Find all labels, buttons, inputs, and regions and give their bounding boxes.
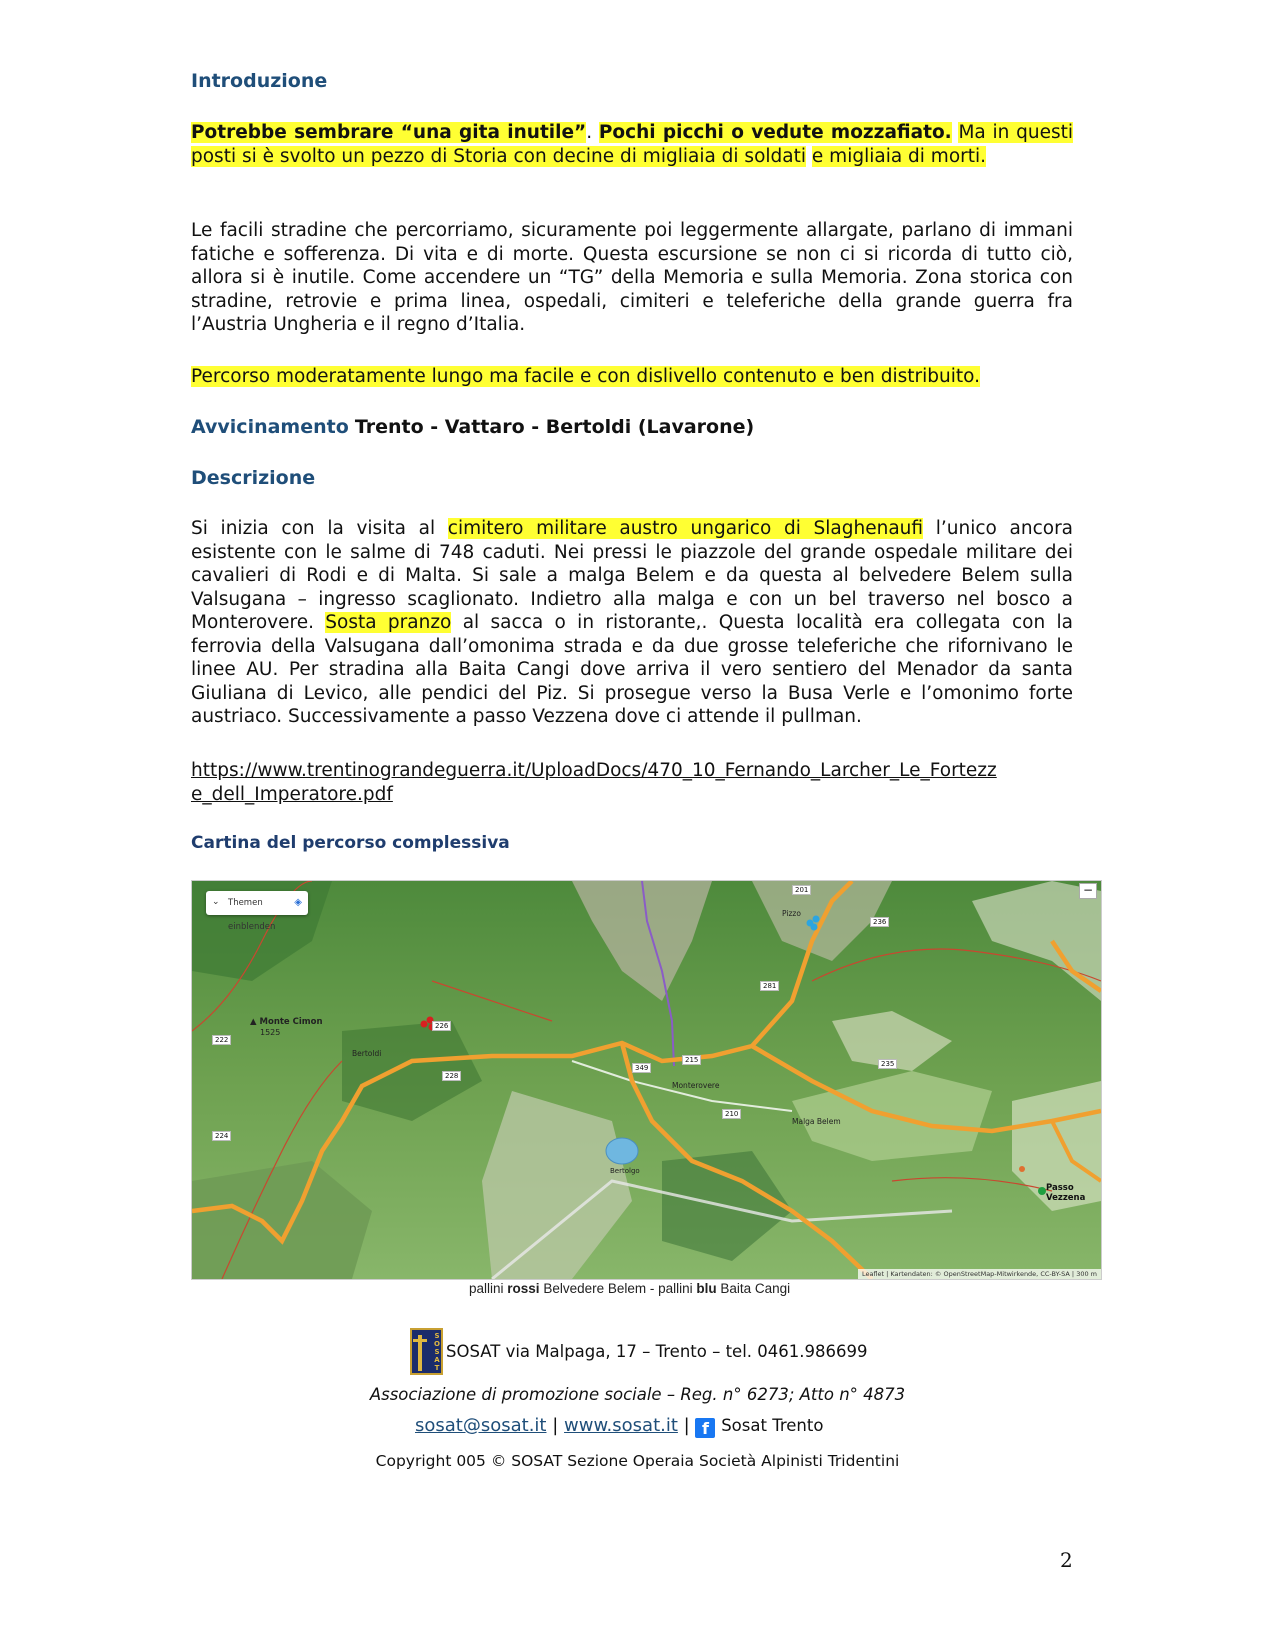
map-label-monte-cimon (250, 1017, 323, 1027)
desc-t5: al sacca o in ristorante,. Questa località era collegata con la ferrovia della Valsugana dall’omonima strada e da due grosse teleferiche che rifornivano le linee AU. Per stradina alla Baita Cangi dove arriva il vero sentiero del Menador da santa Giuliana di Levico, alle pendici del Piz. Si prosegue verso la Busa Verle e l’omonimo forte austriaco. Successivamente a passo Vezzena dove ci attende il pullman. (191, 612, 1073, 727)
caption-part: pallini (469, 1281, 508, 1296)
description-heading: Descrizione (191, 467, 316, 489)
map-label-monterovere: Monterovere (672, 1081, 720, 1090)
footer-address: SOSAT via Malpaga, 17 – Trento – tel. 0461.986699 (446, 1342, 868, 1361)
road-label: 201 (792, 885, 811, 895)
road-label: 222 (212, 1035, 231, 1045)
desc-t1: Si inizia con la visita al (191, 518, 436, 539)
map-label-monte-cimon-text: Monte Cimon (259, 1017, 323, 1027)
road-label: 210 (722, 1109, 741, 1119)
road-label: 224 (212, 1131, 231, 1141)
link-line-1[interactable]: https://www.trentinograndeguerra.it/UploadDocs/470_10_Fernando_Larcher_Le_Fortezz (191, 760, 997, 781)
chevron-down-icon: ⌄ (212, 897, 220, 907)
approach-value: Trento - Vattaro - Bertoldi (Lavarone) (354, 416, 755, 438)
footer-web-link[interactable]: www.sosat.it (564, 1415, 678, 1436)
road-label: 349 (632, 1063, 651, 1073)
map-label-monte-cimon-alt: 1525 (260, 1028, 281, 1037)
mountain-peak-icon: ▲ (250, 1017, 257, 1027)
caption-red-word: rossi (507, 1281, 540, 1296)
route-map-svg (192, 881, 1101, 1279)
intro-bold-1: Potrebbe sembrare “una gita inutile” (191, 122, 587, 143)
logo-text: SOSAT (433, 1332, 441, 1372)
footer-facebook-label[interactable]: Sosat Trento (721, 1416, 824, 1435)
map-themes-label: Themen einblenden (228, 898, 276, 932)
zoom-out-button[interactable]: − (1079, 883, 1097, 899)
route-map[interactable] (191, 880, 1102, 1280)
description-link[interactable] (191, 759, 997, 806)
approach-line (191, 416, 754, 438)
road-label: 226 (432, 1021, 451, 1031)
footer-sep: | (552, 1415, 559, 1436)
caption-part: Baita Cangi (716, 1281, 791, 1296)
intro-heading: Introduzione (191, 70, 328, 92)
intro-paragraph-1 (191, 121, 1073, 168)
layers-icon: ◈ (294, 897, 302, 908)
road-label: 215 (682, 1055, 701, 1065)
footer-sep: | (683, 1415, 690, 1436)
footer-association: Associazione di promozione sociale – Reg. n° 6273; Atto n° 4873 (369, 1385, 906, 1404)
map-label-bertoldi: Bertoldi (352, 1049, 382, 1058)
map-themes-widget[interactable] (206, 891, 308, 932)
logo-cross (413, 1339, 427, 1342)
intro-p3-text: Percorso moderatamente lungo ma facile e con dislivello contenuto e ben distribuito. (191, 366, 980, 387)
intro-paragraph-3 (191, 365, 1073, 389)
description-paragraph (191, 517, 1073, 729)
caption-part: Belvedere Belem - pallini (539, 1281, 697, 1296)
map-label-passo: Passo Vezzena (1046, 1183, 1086, 1203)
link-line-2[interactable]: e_dell_Imperatore.pdf (191, 783, 393, 805)
road-label: 235 (878, 1059, 897, 1069)
footer-email-link[interactable]: sosat@sosat.it (415, 1415, 547, 1436)
footer-copyright: Copyright 005 © SOSAT Sezione Operaia Società Alpinisti Tridentini (375, 1452, 900, 1470)
sosat-logo (410, 1328, 443, 1375)
map-attribution-text: Leaflet | Kartendaten: © OpenStreetMap-Mitwirkende, CC-BY-SA (861, 1270, 1070, 1278)
footer-contacts (415, 1415, 823, 1438)
page-number: 2 (1060, 1548, 1073, 1572)
desc-highlight-cemetery: cimitero militare austro ungarico di Slaghenaufi (447, 518, 924, 539)
map-heading: Cartina del percorso complessiva (191, 833, 510, 853)
intro-paragraph-2: Le facili stradine che percorriamo, sicuramente poi leggermente allargate, parlano di immani fatiche e sofferenza. Di vita e di morte. Questa escursione se non ci si ricorda di tutto ciò, allora si è inutile. Come accendere un “TG” della Memoria e sulla Memoria. Zona storica con stradine, retrovie e prima linea, ospedali, cimiteri e teleferiche della grande guerra fra l’Austria Ungheria e il regno d’Italia. (191, 220, 1073, 335)
map-caption (469, 1281, 790, 1296)
intro-bold-2: Pochi picchi o vedute mozzafiato. (598, 122, 952, 143)
road-label: 228 (442, 1071, 461, 1081)
road-label: 281 (760, 981, 779, 991)
intro-sep: . (586, 122, 593, 143)
caption-blue-word: blu (696, 1281, 717, 1296)
desc-t3: l’unico ancora esistente con le salme di 748 caduti. Nei pressi le piazzole del grande ospedale militare dei cavalieri di Rodi e di Malta. Si sale a malga Belem e da questa al belvedere Belem sulla Valsugana – ingresso scaglionato. Indietro alla malga e con un bel traverso nel bosco a Monterovere. (191, 518, 1074, 633)
road-label: 236 (870, 917, 889, 927)
desc-highlight-lunch: Sosta pranzo (325, 612, 452, 633)
map-label-malga: Malga Belem (792, 1117, 841, 1126)
map-scale: 300 m (1076, 1270, 1097, 1278)
approach-label: Avvicinamento (191, 416, 349, 438)
intro-rest-2: e migliaia di morti. (811, 145, 987, 167)
map-label-pizzo: Pizzo (782, 909, 801, 918)
facebook-icon[interactable]: f (695, 1418, 715, 1438)
intro-rest-1: Ma in questi posti si è svolto un pezzo di Storia con decine di migliaia di soldati (191, 122, 1073, 167)
map-attribution: Leaflet | Kartendaten: © OpenStreetMap-Mitwirkende, CC-BY-SA | 300 m (858, 1269, 1101, 1279)
map-label-lake: Bertolgo (610, 1167, 640, 1175)
